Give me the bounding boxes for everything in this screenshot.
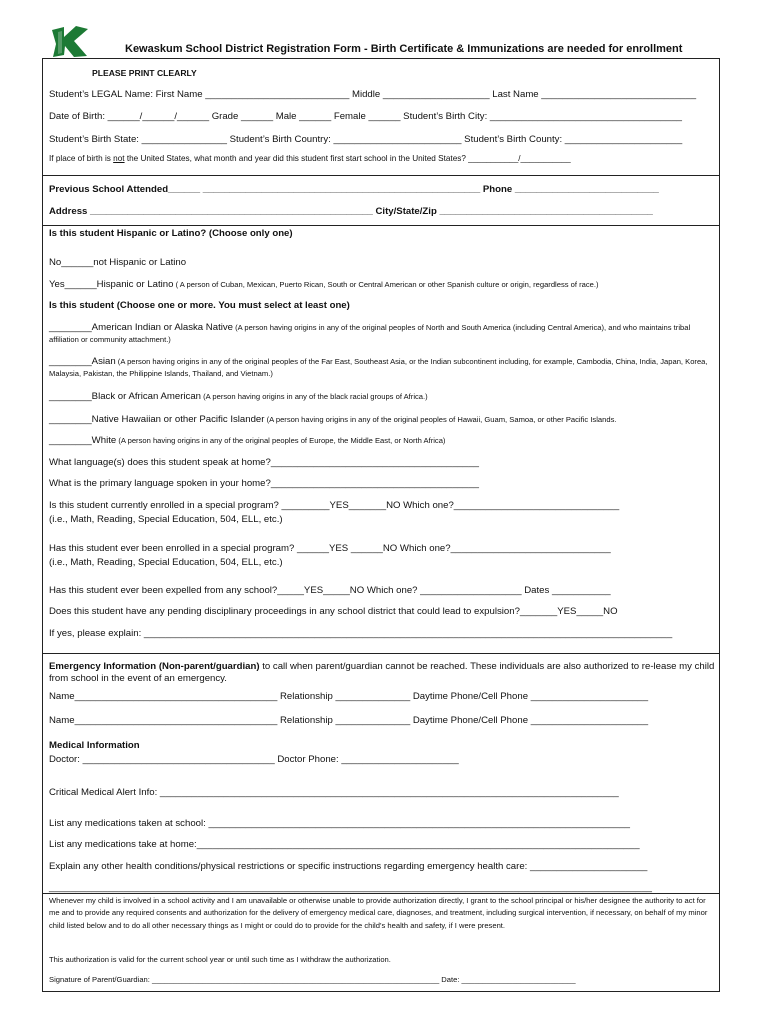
- form-frame: [42, 58, 720, 992]
- special-program-ever-field[interactable]: Has this student ever been enrolled in a special program? ______YES ______NO Which one?______________________________: [49, 543, 611, 554]
- language-home-field[interactable]: What language(s) does this student speak at home?_______________________________________: [49, 457, 479, 468]
- medications-school-field[interactable]: List any medications taken at school: _______________________________________________________________________________: [49, 818, 630, 829]
- disciplinary-field[interactable]: Does this student have any pending disciplinary proceedings in any school district that could lead to expulsion?_______YES_____NO: [49, 606, 618, 617]
- primary-language-field[interactable]: What is the primary language spoken in your home?_______________________________________: [49, 478, 479, 489]
- divider: [42, 225, 720, 226]
- not-hispanic-option[interactable]: No______not Hispanic or Latino: [49, 257, 187, 268]
- form-title: Kewaskum School District Registration Form - Birth Certificate & Immunizations are needed for enrollment: [125, 43, 683, 55]
- expelled-field[interactable]: Has this student ever been expelled from any school?_____YES_____NO Which one? ___________________ Dates ___________: [49, 585, 611, 596]
- emergency-contact-row-1[interactable]: Name______________________________________ Relationship ______________ Daytime Phone/Cell Phone ______________________: [49, 691, 649, 702]
- health-conditions-extra-line[interactable]: _________________________________________________________________________________________________________________: [49, 882, 652, 893]
- hispanic-question: Is this student Hispanic or Latino? (Choose only one): [49, 228, 293, 239]
- birth-place-line[interactable]: Student’s Birth State: ________________ Student’s Birth Country: ________________________ Student’s Birth County: ______________________: [49, 134, 683, 145]
- hispanic-option[interactable]: Yes______Hispanic or Latino ( A person of Cuban, Mexican, Puerto Rican, South or Central American or other Spanish culture or origin, regardless of race.): [49, 279, 599, 290]
- race-option-american-indian[interactable]: ________American Indian or Alaska Native (A person having origins in any of the original peoples of North and South America (including Central America), and who maintains tribal affiliation or community attachment.): [49, 322, 691, 344]
- explain-field[interactable]: If yes, please explain: ___________________________________________________________________________________________________: [49, 628, 673, 639]
- race-question: Is this student (Choose one or more. You must select at least one): [49, 300, 350, 311]
- health-conditions-field[interactable]: Explain any other health conditions/physical restrictions or specific instructions regarding emergency health care: ______________________: [49, 861, 648, 872]
- race-option-black[interactable]: ________Black or African American (A person having origins in any of the black racial groups of Africa.): [49, 391, 428, 402]
- us-school-start-line[interactable]: If place of birth is not the United States, what month and year did this student first start school in the United States? ___________/___________: [49, 154, 571, 163]
- special-program-ever-examples: (i.e., Math, Reading, Special Education, 504, ELL, etc.): [49, 557, 283, 568]
- divider: [42, 893, 720, 894]
- authorization-validity: This authorization is valid for the current school year or until such time as I withdraw the authorization.: [49, 955, 391, 964]
- print-clearly-note: PLEASE PRINT CLEARLY: [92, 68, 197, 78]
- race-option-white[interactable]: ________White (A person having origins in any of the original peoples of Europe, the Middle East, or North Africa): [49, 435, 446, 446]
- emergency-info-text: Emergency Information (Non-parent/guardian) to call when parent/guardian cannot be reached. These individuals are also authorized to re-lease my child from school in the event of an emergency.: [49, 661, 715, 684]
- address-line[interactable]: Address _____________________________________________________ City/State/Zip ________________________________________: [49, 206, 653, 217]
- race-option-asian[interactable]: ________Asian (A person having origins in any of the original peoples of the Far East, Southeast Asia, or the Indian subcontinent including, for example, Cambodia, China, India, Japan, Korea, Malaysia, Pakistan, the Philippine Islands, Thailand, and Vietnam.): [49, 356, 708, 378]
- medications-home-field[interactable]: List any medications take at home:___________________________________________________________________________________: [49, 839, 640, 850]
- special-program-current-examples: (i.e., Math, Reading, Special Education, 504, ELL, etc.): [49, 514, 283, 525]
- doctor-field[interactable]: Doctor: ____________________________________ Doctor Phone: ______________________: [49, 754, 459, 765]
- previous-school-line[interactable]: Previous School Attended______ ____________________________________________________ Phone ___________________________: [49, 184, 659, 195]
- emergency-contact-row-2[interactable]: Name______________________________________ Relationship ______________ Daytime Phone/Cell Phone ______________________: [49, 715, 649, 726]
- race-option-pacific-islander[interactable]: ________Native Hawaiian or other Pacific Islander (A person having origins in any of the original peoples of Hawaii, Guam, Samoa, or other Pacific Islands.: [49, 414, 617, 425]
- divider: [42, 653, 720, 654]
- medical-alert-field[interactable]: Critical Medical Alert Info: ______________________________________________________________________________________: [49, 787, 619, 798]
- school-logo-icon: [50, 26, 90, 58]
- authorization-text: Whenever my child is involved in a school activity and I am unavailable or otherwise unable to provide authorization directly, I grant to the school principal or his/her designee the authority to act for me and to provide any required consents and authorization for the delivery of emergency medical care, diagnoses, and treatment, including surgical intervention, if necessary, on behalf of my minor child listed below and to do all other necessary things as I might or could do to provide for the child’s health and safety, if I were present.: [49, 896, 708, 930]
- divider: [42, 175, 720, 176]
- special-program-current-field[interactable]: Is this student currently enrolled in a special program? _________YES_______NO Which one?_______________________________: [49, 500, 620, 511]
- date-of-birth-line[interactable]: Date of Birth: ______/______/______ Grade ______ Male ______ Female ______ Student’s Birth City: ____________________________________: [49, 111, 682, 122]
- student-name-line[interactable]: Student’s LEGAL Name: First Name ___________________________ Middle ____________________ Last Name _____________________________: [49, 89, 697, 100]
- medical-heading: Medical Information: [49, 740, 140, 751]
- signature-line[interactable]: Signature of Parent/Guardian: ____________________________________________________________________ Date: ___________________________: [49, 975, 576, 984]
